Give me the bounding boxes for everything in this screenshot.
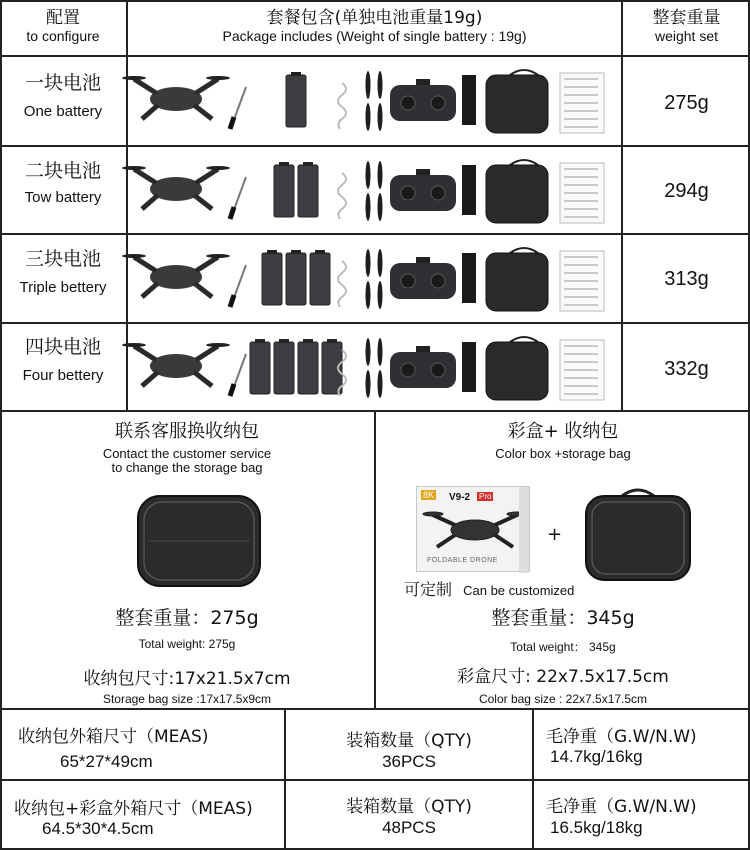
meas-value: 64.5*30*4.5cm <box>42 819 154 838</box>
row-config-en: Triple bettery <box>19 279 107 296</box>
storage-bag-icon <box>486 160 548 223</box>
color-box-image <box>416 486 530 572</box>
row-products-svg <box>128 147 621 233</box>
row-config <box>0 70 126 120</box>
left-title-cn: 联系客服换收纳包 <box>115 421 259 442</box>
right-title-cn: 彩盒+ 收纳包 <box>507 421 619 442</box>
left-total-cn: 整套重量：275g <box>115 607 259 629</box>
meas-value: 65*27*49cm <box>60 752 153 771</box>
drone-icon <box>122 254 230 297</box>
meas-label: 收纳包+彩盒外箱尺寸（MEAS) <box>14 799 253 819</box>
cover-icon <box>462 342 476 392</box>
storage-bag-icon <box>486 248 548 311</box>
drone-icon <box>122 343 230 386</box>
gw-label: 毛净重（G.W/N.W) <box>546 797 697 817</box>
manual-icon <box>560 73 604 133</box>
left-title-en-1: Contact the customer service <box>102 446 272 461</box>
drone-icon <box>122 76 230 119</box>
battery-icon <box>298 162 318 217</box>
row-weight: 294g <box>664 180 709 202</box>
meas-label: 收纳包外箱尺寸（MEAS) <box>18 727 209 747</box>
row-products <box>128 147 621 233</box>
cable-icon <box>338 173 346 219</box>
manual-icon <box>560 340 604 400</box>
row-config <box>0 158 126 206</box>
battery-icon <box>274 162 294 217</box>
header-weight-cn: 整套重量 <box>652 8 721 28</box>
row-products-svg <box>128 57 621 145</box>
left-total-en: Total weight: 275g <box>138 637 236 651</box>
cover-icon <box>462 253 476 303</box>
manual-icon <box>560 163 604 223</box>
manual-icon <box>560 251 604 311</box>
custom-en: Can be customized <box>463 583 575 598</box>
qty-value: 48PCS <box>382 818 436 837</box>
custom-cn: 可定制 <box>404 580 453 599</box>
battery-icon <box>286 250 306 305</box>
header-weight <box>623 8 750 44</box>
right-total-en: Total weight： 345g <box>510 640 616 654</box>
screwdriver-icon <box>230 177 246 219</box>
screwdriver-icon <box>230 87 246 129</box>
qty-value: 36PCS <box>382 752 436 771</box>
gw-value: 14.7kg/16kg <box>550 747 643 766</box>
left-bag-cn: 收纳包尺寸:17x21.5x7cm <box>83 669 291 689</box>
row-weight: 332g <box>664 358 709 380</box>
right-total-cn: 整套重量：345g <box>491 607 635 629</box>
qty-label: 装箱数量（QTY) <box>346 797 472 817</box>
row-products <box>128 235 621 322</box>
controller-icon <box>390 169 456 211</box>
row-weight: 313g <box>664 268 709 290</box>
cable-icon <box>338 83 346 129</box>
color-box-caption: FOLDABLE DRONE <box>427 557 498 564</box>
controller-icon <box>390 257 456 299</box>
right-box-cn: 彩盒尺寸: 22x7.5x17.5cm <box>457 667 669 687</box>
row-products-svg <box>128 324 621 410</box>
screwdriver-icon <box>230 265 246 307</box>
storage-bag-image <box>582 486 694 586</box>
battery-icon <box>274 339 294 394</box>
header-package-cn: 套餐包含(单独电池重量19g) <box>266 8 483 28</box>
left-bag-en: Storage bag size :17x17.5x9cm <box>102 692 272 706</box>
cover-icon <box>462 75 476 125</box>
row-config-cn: 二块电池 <box>24 160 101 182</box>
controller-icon <box>390 346 456 388</box>
color-box-drone-icon <box>425 505 525 555</box>
color-box-brand: V9-2 <box>449 492 471 503</box>
color-box-tag: Pro <box>479 492 492 501</box>
propellers-icon <box>366 161 383 221</box>
battery-icon <box>298 339 318 394</box>
propellers-icon <box>366 249 383 309</box>
battery-icon <box>286 72 306 127</box>
color-box-badge: 8K <box>423 490 435 500</box>
storage-bag-icon <box>486 70 548 133</box>
header-package <box>128 8 621 44</box>
left-title-en-2: to change the storage bag <box>111 460 263 475</box>
drone-icon <box>122 166 230 209</box>
header-config-en: to configure <box>26 28 100 44</box>
header-weight-en: weight set <box>654 28 719 44</box>
cable-icon <box>338 261 346 307</box>
plus-sign: + <box>547 524 563 545</box>
storage-bag-icon <box>486 337 548 400</box>
row-config <box>0 334 126 384</box>
qty-label: 装箱数量（QTY) <box>346 731 472 751</box>
header-config <box>0 8 126 44</box>
screwdriver-icon <box>230 354 246 396</box>
cover-icon <box>462 165 476 215</box>
custom-label <box>404 580 574 600</box>
right-title-en: Color box +storage bag <box>495 446 631 461</box>
row-config-en: One battery <box>23 103 103 120</box>
row-weight: 275g <box>664 92 709 114</box>
row-config-cn: 一块电池 <box>24 72 101 94</box>
battery-icon <box>250 339 270 394</box>
battery-icon <box>310 250 330 305</box>
gw-value: 16.5kg/18kg <box>550 818 643 837</box>
row-config-cn: 三块电池 <box>24 248 101 270</box>
left-panel <box>0 422 374 475</box>
controller-icon <box>390 79 456 121</box>
row-products <box>128 57 621 145</box>
propellers-icon <box>366 338 383 398</box>
row-config-en: Tow battery <box>24 189 102 206</box>
right-panel <box>376 422 750 461</box>
header-package-en: Package includes (Weight of single battery : 19g) <box>222 28 527 44</box>
row-config <box>0 246 126 296</box>
row-products-svg <box>128 235 621 322</box>
battery-icon <box>262 250 282 305</box>
right-box-en: Color bag size : 22x7.5x17.5cm <box>478 692 648 706</box>
propellers-icon <box>366 71 383 131</box>
row-products <box>128 324 621 410</box>
gw-label: 毛净重（G.W/N.W) <box>546 727 697 747</box>
row-config-cn: 四块电池 <box>24 336 101 358</box>
storage-bag-image <box>134 486 264 596</box>
header-config-cn: 配置 <box>46 8 80 28</box>
row-config-en: Four bettery <box>22 367 104 384</box>
